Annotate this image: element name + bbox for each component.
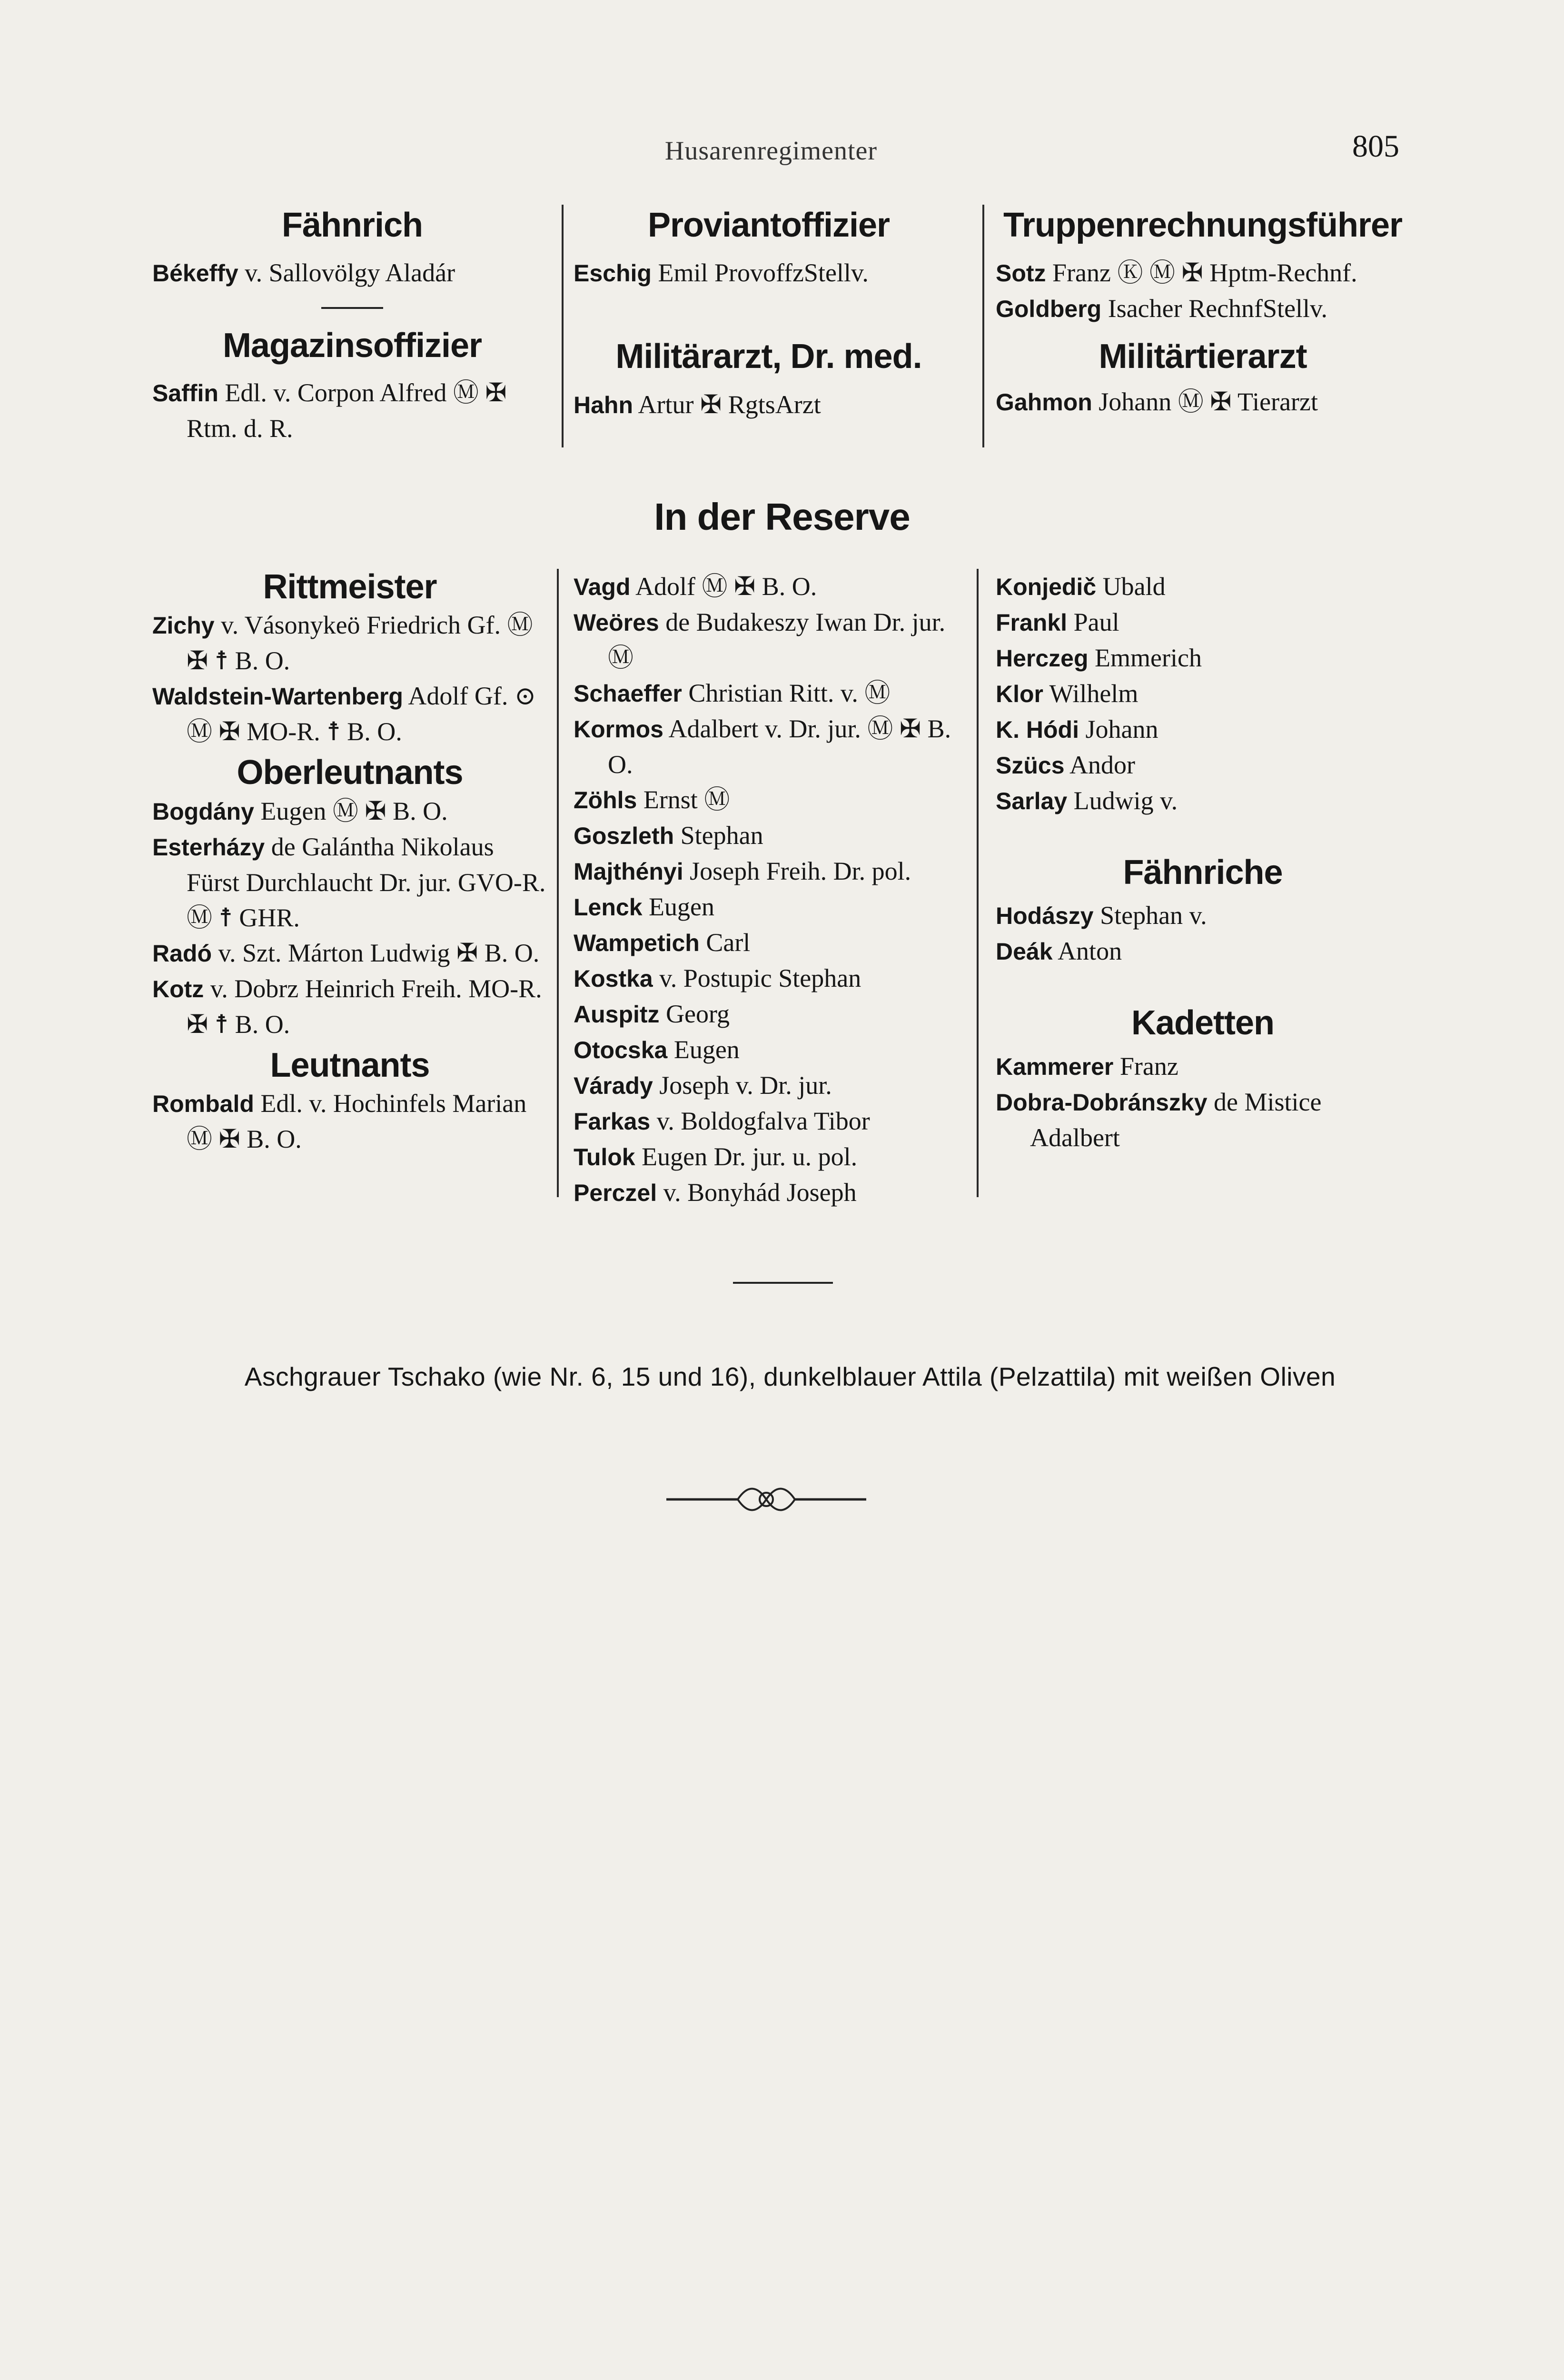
entry: Goszleth Stephan	[574, 821, 763, 850]
entry: Tulok Eugen Dr. jur. u. pol.	[574, 1142, 858, 1171]
reserve-heading: In der Reserve	[654, 496, 910, 538]
section-heading-rittmeister: Rittmeister	[263, 568, 437, 606]
reserve-column-3	[996, 569, 1410, 1155]
entry: Vagd Adolf Ⓜ ✠ B. O.	[574, 572, 817, 601]
entry: Farkas v. Boldogfalva Tibor	[574, 1107, 870, 1135]
top-column-2	[574, 205, 964, 423]
entry: Bogdány Eugen Ⓜ ✠ B. O.	[152, 796, 448, 825]
entry: Hodászy Stephan v.	[996, 901, 1207, 930]
section-heading-kadetten: Kadetten	[1131, 1004, 1275, 1042]
entry: Schaeffer Christian Ritt. v. Ⓜ	[574, 679, 891, 707]
entry: Rombald Edl. v. Hochinfels Marian Ⓜ ✠ B. O.	[152, 1089, 527, 1154]
entry: Zichy v. Vásonykeö Friedrich Gf. Ⓜ ✠ ☨ B. O.	[152, 611, 533, 675]
entry: Auspitz Georg	[574, 1000, 730, 1028]
section-heading-militartierarzt: Militärtierarzt	[1099, 337, 1307, 376]
entry: Herczeg Emmerich	[996, 644, 1202, 672]
page-number: 805	[1352, 129, 1399, 164]
entry: Wampetich Carl	[574, 928, 751, 957]
entry: Majthényi Joseph Freih. Dr. pol.	[574, 857, 911, 885]
top-column-3	[996, 205, 1410, 420]
column-divider	[562, 205, 564, 447]
section-heading-leutnants: Leutnants	[270, 1046, 430, 1084]
entry: Zöhls Ernst Ⓜ	[574, 785, 730, 814]
entry: Goldberg Isacher RechnfStellv.	[996, 294, 1328, 323]
entry: Waldstein-Wartenberg Adolf Gf. ⊙ Ⓜ ✠ MO-R. ☨ B. O.	[152, 682, 536, 746]
entry: Kormos Adalbert v. Dr. jur. Ⓜ ✠ B. O.	[574, 714, 951, 779]
entry: Klor Wilhelm	[996, 679, 1138, 708]
section-heading-truppenrechnungsfuhrer: Truppenrechnungsführer	[1003, 206, 1403, 244]
section-heading-oberleutnants: Oberleutnants	[237, 754, 463, 792]
running-head: Husarenregimenter	[664, 136, 878, 166]
entry: Deák Anton	[996, 937, 1122, 966]
entry: Esterházy de Galántha Nikolaus Fürst Durchlaucht Dr. jur. GVO-R. Ⓜ ☨ GHR.	[152, 832, 546, 932]
uniform-caption: Aschgrauer Tschako (wie Nr. 6, 15 und 16), dunkelblauer Attila (Pelzattila) mit weißen Oliven	[244, 1362, 1336, 1391]
reserve-column-1	[152, 566, 547, 1157]
entry: Kostka v. Postupic Stephan	[574, 964, 861, 992]
entry: Sotz Franz Ⓚ Ⓜ ✠ Hptm-Rechnf.	[996, 258, 1357, 288]
entry: Eschig Emil ProvoffzStellv.	[574, 258, 869, 288]
column-divider	[982, 205, 984, 447]
top-column-1	[152, 205, 552, 446]
column-divider	[557, 569, 559, 1197]
entry: Szücs Andor	[996, 751, 1136, 779]
entry: Gahmon Johann Ⓜ ✠ Tierarzt	[996, 387, 1318, 416]
section-heading-proviantoffizier: Proviantoffizier	[647, 206, 890, 244]
entry: Sarlay Ludwig v.	[996, 786, 1178, 815]
section-heading-fahnriche: Fähnriche	[1123, 853, 1283, 892]
ornament-divider-icon	[666, 1480, 866, 1518]
entry: Hahn Artur ✠ RgtsArzt	[574, 390, 821, 419]
entry: Kammerer Franz	[996, 1051, 1178, 1081]
entry: Lenck Eugen	[574, 892, 714, 921]
section-divider	[733, 1282, 833, 1284]
entry: Otocska Eugen	[574, 1035, 740, 1064]
entry: Radó v. Szt. Márton Ludwig ✠ B. O.	[152, 938, 540, 967]
section-heading-magazinsoffizier: Magazinsoffizier	[222, 327, 482, 365]
entry: Saffin Edl. v. Corpon Alfred Ⓜ ✠ Rtm. d. R.	[152, 378, 507, 443]
entry: Dobra-Dobránszky de Mistice Adalbert	[996, 1087, 1322, 1152]
entry: Konjedič Ubald	[996, 572, 1166, 601]
entry: Várady Joseph v. Dr. jur.	[574, 1071, 832, 1100]
entry: Weöres de Budakeszy Iwan Dr. jur. Ⓜ	[574, 608, 946, 672]
section-divider	[321, 307, 383, 309]
entry: Frankl Paul	[996, 608, 1119, 636]
section-heading-fahnrich: Fähnrich	[281, 206, 423, 244]
entry: K. Hódi Johann	[996, 715, 1158, 744]
section-heading-militararzt: Militärarzt, Dr. med.	[615, 337, 922, 376]
entry: Békeffy v. Sallovölgy Aladár	[152, 258, 455, 288]
entry: Perczel v. Bonyhád Joseph	[574, 1178, 857, 1207]
column-divider	[977, 569, 979, 1197]
entry: Kotz v. Dobrz Heinrich Freih. MO-R. ✠ ☨ B. O.	[152, 974, 542, 1039]
reserve-column-2	[574, 569, 969, 1210]
